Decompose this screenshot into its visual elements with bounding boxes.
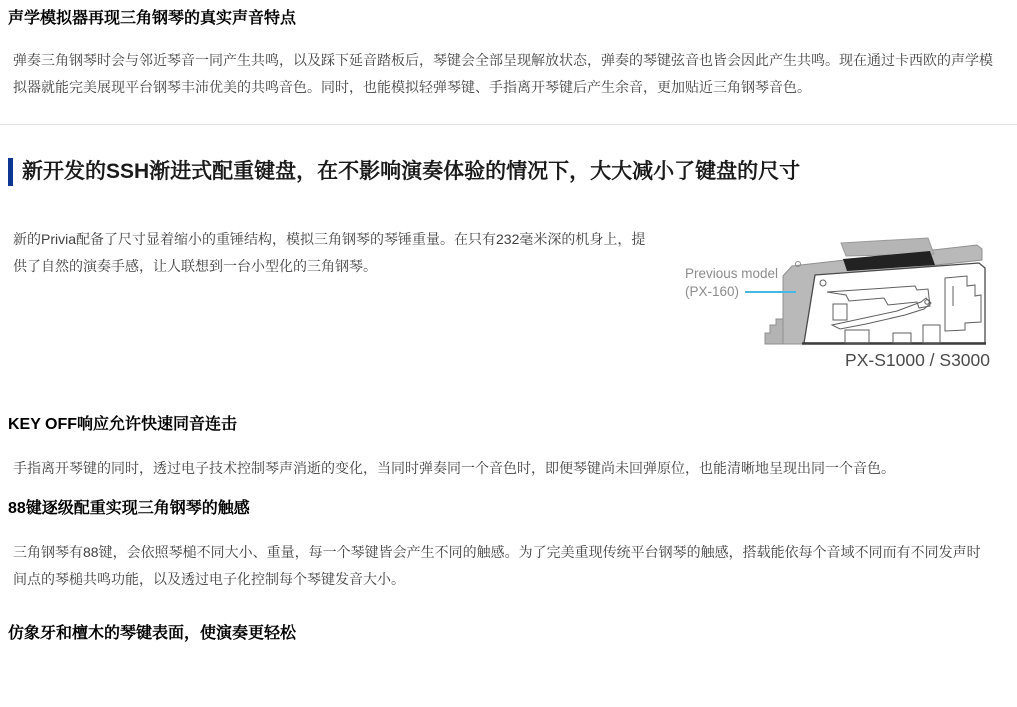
new-model-body-outline <box>804 263 985 343</box>
paragraph-acoustic-simulator: 弹奏三角钢琴时会与邻近琴音一同产生共鸣，以及踩下延音踏板后，琴键会全部呈现解放状态，弹奏的琴键弦音也皆会因此产生共鸣。现在通过卡西欧的声学模拟器就能完美展现平台钢琴丰沛优美的共鸣音色。同时，也能模拟轻弹琴键、手指离开琴键后产生余音，更加贴近三角钢琴音色。 <box>13 52 993 95</box>
paragraph-88-keys: 三角钢琴有88键，会依照琴槌不同大小、重量，每一个琴键皆会产生不同的触感。为了完美重现传统平台钢琴的触感，搭载能依每个音域不同而有不同发声时间点的琴槌共鸣功能，以及透过电子化控制每个琴键发音大小。 <box>13 544 981 587</box>
section-heading-88-keys: 88键逐级配重实现三角钢琴的触感 <box>8 500 250 517</box>
previous-model-label-line2: (PX-160) <box>685 284 740 299</box>
paragraph-ssh-keyboard: 新的Privia配备了尺寸显着缩小的重锤结构，模拟三角钢琴的琴锤重量。在只有232毫米深的机身上，提供了自然的演奏手感，让人联想到一台小型化的三角钢琴。 <box>13 231 646 274</box>
section-heading-ssh-keyboard: 新开发的SSH渐进式配重键盘，在不影响演奏体验的情况下，大大减小了键盘的尺寸 <box>22 160 801 183</box>
section-heading-ssh-keyboard-row <box>8 158 1017 186</box>
previous-model-foot-shape <box>765 319 783 344</box>
keyboard-section-content <box>0 226 1017 371</box>
previous-model-label-line1: Previous model <box>685 266 779 281</box>
keyboard-size-comparison-figure <box>683 226 993 371</box>
piano-mechanism-diagram <box>683 226 993 371</box>
new-model-caption: PX-S1000 / S3000 <box>845 350 990 370</box>
section-heading-acoustic-simulator: 声学模拟器再现三角钢琴的真实声音特点 <box>8 10 297 27</box>
section-divider <box>0 124 1017 125</box>
section-heading-key-surface: 仿象牙和檀木的琴键表面，使演奏更轻松 <box>8 625 297 642</box>
section-heading-key-off: KEY OFF响应允许快速同音连击 <box>8 416 238 433</box>
paragraph-key-off: 手指离开琴键的同时，透过电子技术控制琴声消逝的变化，当同时弹奏同一个音色时，即便琴键尚未回弹原位，也能清晰地呈现出同一个音色。 <box>13 460 895 476</box>
blue-accent-bar <box>8 158 13 186</box>
